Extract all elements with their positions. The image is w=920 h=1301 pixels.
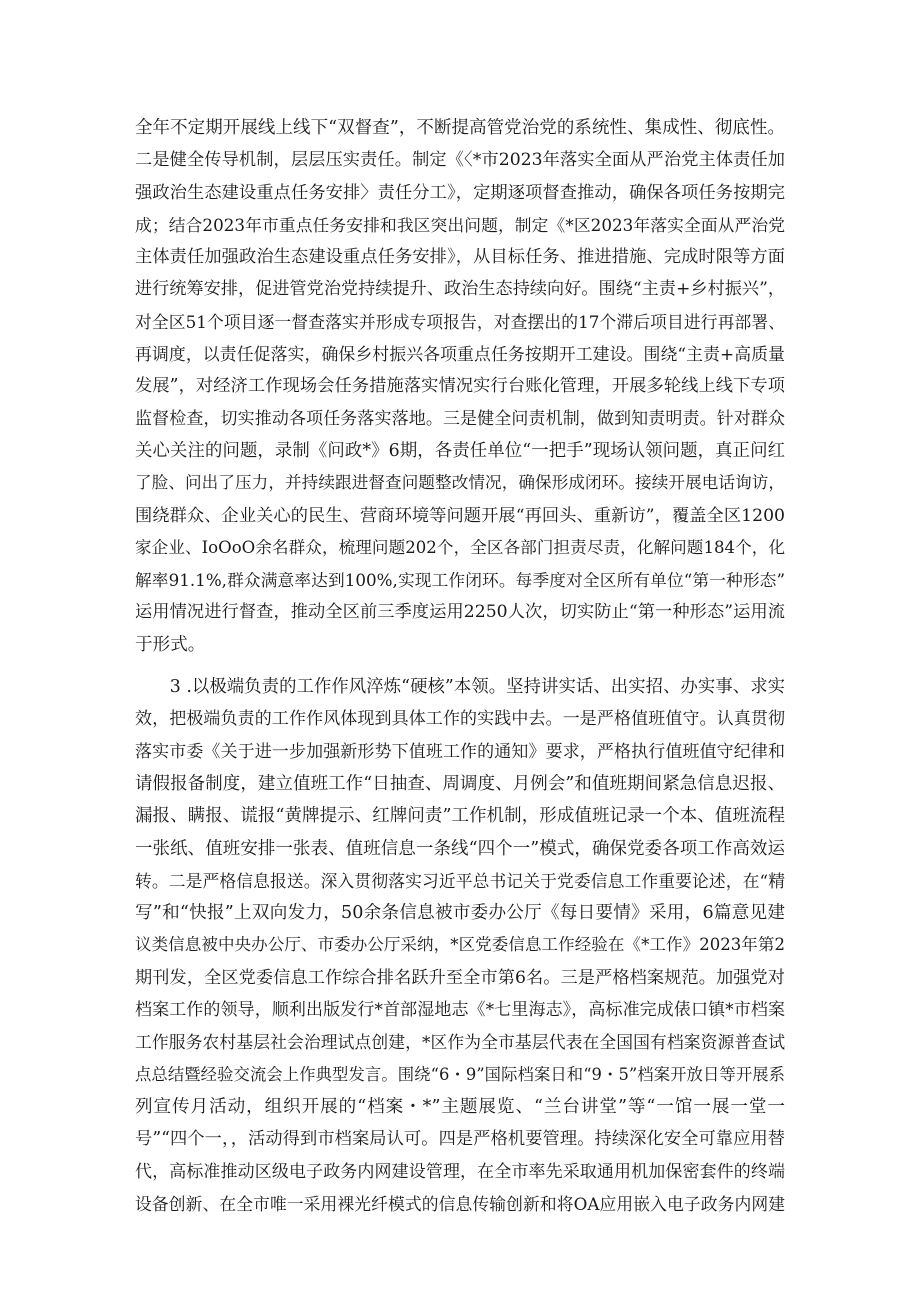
text-line: 二是健全传导机制，层层压实责任。制定《〈*市2023年落实全面从严治党主体责任加 <box>135 150 785 171</box>
text-line: 对全区51个项目逐一督查落实并形成专项报告，对查摆出的17个滞后项目进行再部署、 <box>135 311 785 332</box>
text-line: 关心关注的问题，录制《问政*》6期，各责任单位“一把手”现场认领问题，真正问红 <box>135 440 785 461</box>
text-line: 漏报、瞒报、谎报“黄牌提示、红牌问责”工作机制，形成值班记录一个本、值班流程 <box>135 806 785 827</box>
text-line: 全年不定期开展线上线下“双督查”，不断提高管党治党的系统性、集成性、彻底性。 <box>135 118 785 138</box>
text-line: 强政治生态建设重点任务安排〉责任分工》，定期逐项督查推动，确保各项任务按期完 <box>135 182 785 203</box>
paragraph-1 <box>135 112 785 661</box>
text-line: 解率91.1%,群众满意率达到100%,实现工作闭环。每季度对全区所有单位“第一种形态” <box>135 570 785 591</box>
document-body <box>135 112 785 1220</box>
text-line: 于形式。 <box>135 634 206 655</box>
text-line: 工作服务农村基层社会治理试点创建，*区作为全市基层代表在全国国有档案资源普查试 <box>135 1032 785 1053</box>
text-line: 转。二是严格信息报送。深入贯彻落实习近平总书记关于党委信息工作重要论述，在“精 <box>135 870 785 891</box>
text-line: 写”和“快报”上双向发力，50余条信息被市委办公厅《每日要情》采用，6篇意见建 <box>135 903 785 924</box>
text-line: 设备创新、在全市唯一采用裸光纤模式的信息传输创新和将OA应用嵌入电子政务内网建 <box>135 1193 785 1214</box>
text-line: 期刊发，全区党委信息工作综合排名跃升至全市第6名。三是严格档案规范。加强党对 <box>135 967 785 988</box>
text-line: 请假报备制度，建立值班工作“日抽查、周调度、月例会”和值班期间紧急信息迟报、 <box>135 773 785 794</box>
text-line: 围绕群众、企业关心的民生、营商环境等问题开展“再回头、重新访”，覆盖全区1200 <box>135 505 785 526</box>
text-line: 再调度，以责任促落实，确保乡村振兴各项重点任务按期开工建设。围绕“主责+高质量 <box>135 344 785 365</box>
text-line: 进行统筹安排，促进管党治党持续提升、政治生态持续向好。围绕“主责+乡村振兴”， <box>135 279 785 300</box>
text-line: 监督检查，切实推动各项任务落实落地。三是健全问责机制，做到知责明责。针对群众 <box>135 408 785 429</box>
text-line: 代，高标准推动区级电子政务内网建设管理，在全市率先采取通用机加保密套件的终端 <box>135 1161 785 1182</box>
text-line: 效，把极端负责的工作作风体现到具体工作的实践中去。一是严格值班值守。认真贯彻 <box>135 709 785 730</box>
text-line: 了脸、问出了压力，并持续跟进督查问题整改情况，确保形成闭环。接续开展电话询访， <box>135 473 785 493</box>
text-line: 成；结合2023年市重点任务安排和我区突出问题，制定《*区2023年落实全面从严治党 <box>135 214 785 235</box>
text-line: 列宣传月活动，组织开展的“档案・*”主题展览、“兰台讲堂”等“一馆一展一堂一 <box>135 1096 785 1117</box>
text-line: 一张纸、值班安排一张表、值班信息一条线“四个一”模式，确保党委各项工作高效运 <box>135 838 785 859</box>
text-line: 议类信息被中央办公厅、市委办公厅采纳，*区党委信息工作经验在《*工作》2023年第2 <box>135 935 785 955</box>
text-line: 家企业、IoOoO余名群众，梳理问题202个，全区各部门担责尽责，化解问题184个，化 <box>135 537 785 557</box>
text-line: 主体责任加强政治生态建设重点任务安排》，从目标任务、推进措施、完成时限等方面 <box>135 247 785 268</box>
text-line: 落实市委《关于进一步加强新形势下值班工作的通知》要求，严格执行值班值守纪律和 <box>135 741 785 762</box>
text-line: 运用情况进行督查，推动全区前三季度运用2250人次，切实防止“第一种形态”运用流 <box>135 602 785 623</box>
paragraph-2 <box>135 671 785 1220</box>
text-line: 档案工作的领导，顺利出版发行*首部湿地志《*七里海志》，高标准完成俵口镇*市档案 <box>135 1000 785 1021</box>
text-line: 3 .以极端负责的工作作风淬炼“硬核”本领。坚持讲实话、出实招、办实事、求实 <box>169 677 785 698</box>
text-line: 发展”，对经济工作现场会任务措施落实情况实行台账化管理，开展多轮线上线下专项 <box>135 376 785 397</box>
text-line: 点总结暨经验交流会上作典型发言。围绕“6・9”国际档案日和“9・5”档案开放日等开展系 <box>135 1064 785 1084</box>
text-line: 号”“四个一，，活动得到市档案局认可。四是严格机要管理。持续深化安全可靠应用替 <box>135 1129 785 1150</box>
